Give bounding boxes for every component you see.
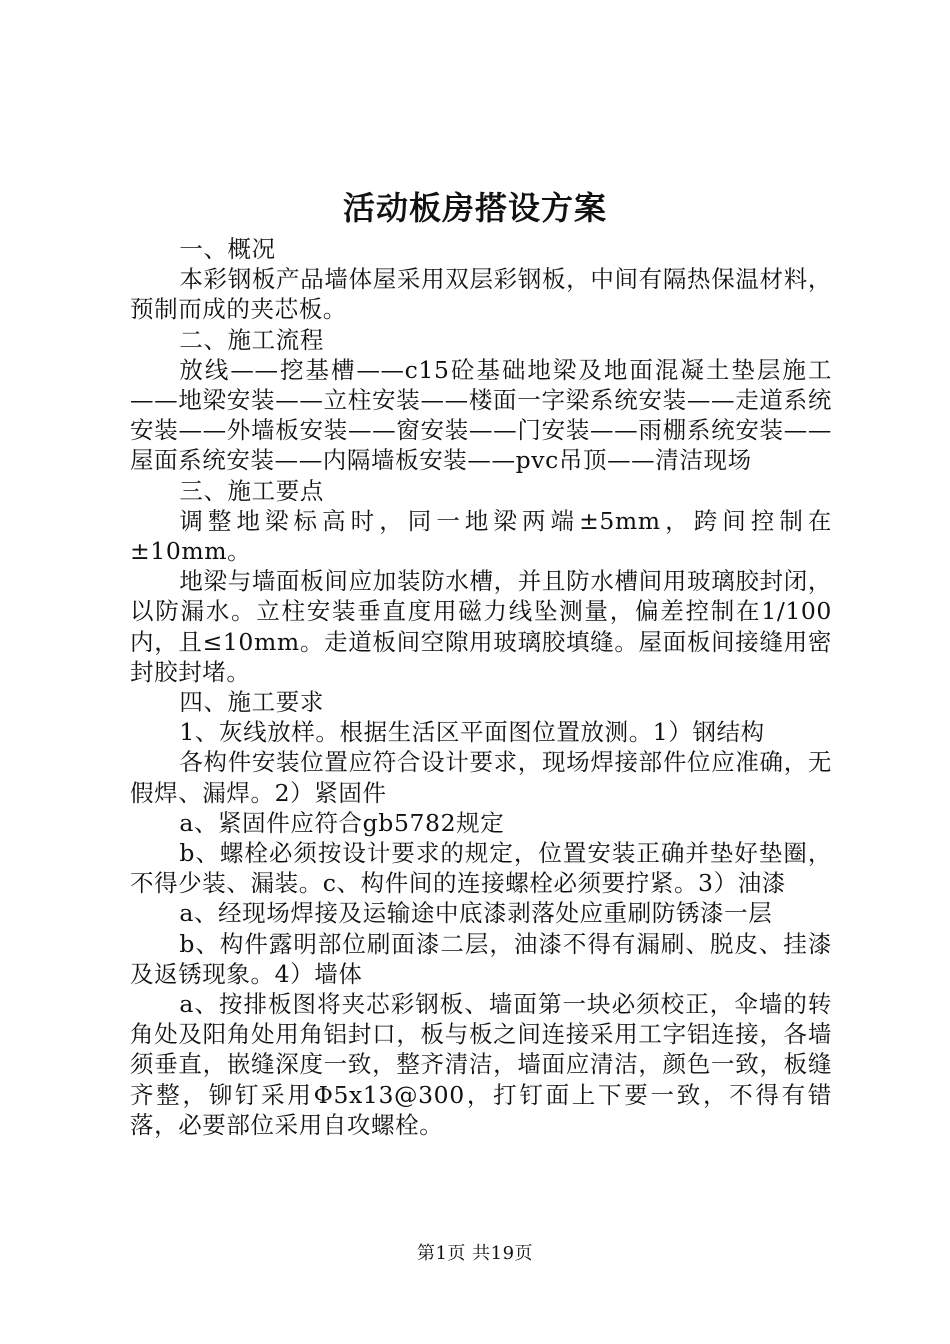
paragraph-walls: a、按排板图将夹芯彩钢板、墙面第一块必须校正，伞墙的转角处及阳角处用角铝封口，板与板之间连接采用工字铝连接，各墙须垂直，嵌缝深度一致，整齐清洁，墙面应清洁，颜色一致，板缝齐整，铆钉采用Φ5x13@300，打钉面上下要一致，不得有错落，必要部位采用自攻螺栓。 [130, 990, 832, 1139]
paragraph-fasteners: a、紧固件应符合gb5782规定 [179, 808, 505, 837]
paragraph-beam-level: 调整地梁标高时，同一地梁两端±5mm，跨间控制在±10mm。 [130, 506, 832, 566]
paragraph-bolts: b、螺栓必须按设计要求的规定，位置安装正确并垫好垫圈，不得少装、漏装。c、构件间的连接螺栓必须要拧紧。3）油漆 [130, 839, 832, 898]
paragraph-layout-steel: 1、灰线放样。根据生活区平面图位置放测。1）钢结构 [179, 718, 765, 747]
paragraph-components: 各构件安装位置应符合设计要求，现场焊接部件位应准确，无假焊、漏焊。2）紧固件 [130, 748, 832, 807]
paragraph-process: 放线——挖基槽——c15砼基础地梁及地面混凝土垫层施工——地梁安装——立柱安装——楼面一字梁系统安装——走道系统安装——外墙板安装——窗安装——门安装——雨棚系统安装——屋面系统安装——内隔墙板安装——pvc吊顶——清洁现场 [130, 355, 832, 475]
section-heading-process: 二、施工流程 [179, 325, 324, 354]
paragraph-finish-paint: b、构件露明部位刷面漆二层，油漆不得有漏刷、脱皮、挂漆及返锈现象。4）墙体 [130, 929, 832, 988]
document-title: 活动板房搭设方案 [342, 189, 607, 227]
document-body [130, 234, 832, 1140]
section-heading-key-points: 三、施工要点 [179, 476, 324, 505]
page-footer: 第1页 共19页 [416, 1243, 534, 1264]
paragraph-overview: 本彩钢板产品墙体屋采用双层彩钢板，中间有隔热保温材料，预制而成的夹芯板。 [130, 265, 832, 324]
paragraph-waterproofing: 地梁与墙面板间应加装防水槽，并且防水槽间用玻璃胶封闭，以防漏水。立柱安装垂直度用磁力线坠测量，偏差控制在1/100内，且≤10mm。走道板间空隙用玻璃胶填缝。屋面板间接缝用密封胶封堵。 [130, 567, 832, 686]
section-heading-requirements: 四、施工要求 [179, 688, 324, 717]
paragraph-primer: a、经现场焊接及运输途中底漆剥落处应重刷防锈漆一层 [179, 899, 773, 928]
section-heading-overview: 一、概况 [179, 235, 276, 263]
